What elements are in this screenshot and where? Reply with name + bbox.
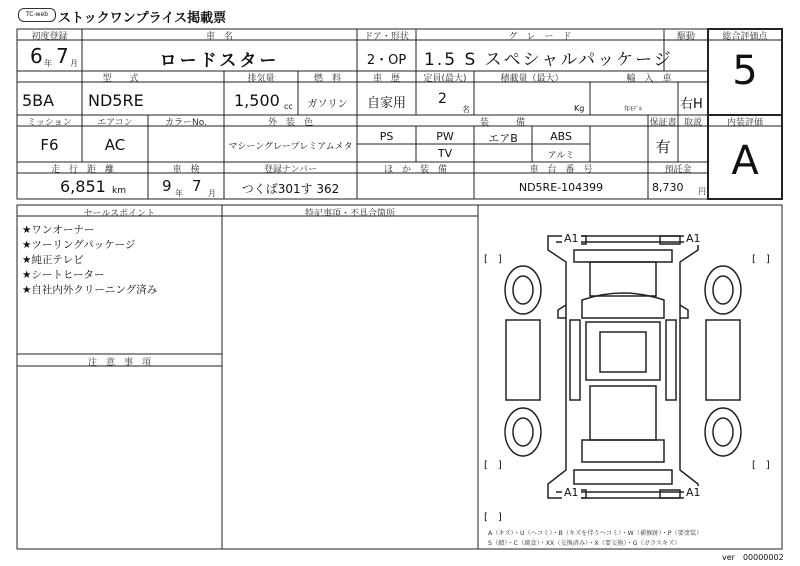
label-other-equip: ほ か 装 備 (383, 165, 447, 175)
label-interior-grade: 内装評価 (726, 118, 763, 128)
aircon: AC (104, 136, 126, 154)
label-exterior: 外 装 色 (267, 118, 313, 128)
unit-model-year: 年ﾓﾃﾞﾙ (624, 106, 643, 113)
sales-point-item: ★シートヒーター (22, 269, 105, 281)
equip-airbag: エアB (488, 132, 518, 145)
form-title: ストックワンプライス掲載票 (58, 11, 227, 26)
interior-grade: A (731, 138, 759, 184)
label-plate: 登録ナンバー (264, 165, 317, 175)
plate: つくば301す 362 (241, 182, 340, 196)
label-equipment: 装 備 (479, 118, 525, 128)
sales-point-item: ★自社内外クリーニング済み (22, 284, 158, 296)
label-caution: 注 意 事 項 (87, 358, 151, 368)
first-reg-year: 6 (30, 44, 43, 68)
unit-year: 年 (44, 59, 52, 68)
deposit: 8,730 (652, 181, 684, 194)
legend-line-1: A（キズ）・U（ヘコミ）・B（キズを伴うヘコミ）・W（補修跡）・P（要塗装） (488, 530, 703, 537)
label-mileage: 走 行 距 離 (50, 165, 114, 175)
label-displacement: 排気量 (247, 74, 275, 84)
unit-inspection-year: 年 (175, 189, 183, 198)
sales-point-item: ★純正テレビ (22, 254, 84, 266)
label-notes: 特記事項・不具合箇所 (304, 209, 395, 219)
steering: 右H (680, 97, 703, 112)
label-car-name: 車 名 (205, 32, 233, 42)
unit-yen: 円 (698, 187, 706, 196)
label-color-no: カラーNo. (165, 118, 207, 128)
damage-mark-rear-right: A1 (686, 486, 701, 499)
history: 自家用 (366, 96, 406, 111)
damage-mark-front-right: A1 (686, 232, 701, 245)
label-model: 型 式 (102, 74, 139, 84)
exterior-color: マシーングレープレミアムメタ (228, 142, 353, 152)
mileage: 6,851 (60, 177, 106, 196)
sales-point-item: ★ワンオーナー (22, 224, 95, 236)
damage-mark-rear-left: A1 (564, 486, 579, 499)
overall-grade: 5 (732, 48, 758, 94)
model-prefix: 5BA (22, 91, 55, 110)
bracket: [ ] (484, 460, 502, 471)
capacity: 2 (438, 91, 447, 107)
bracket: [ ] (484, 254, 502, 265)
mission: F6 (40, 136, 59, 154)
label-chassis: 車 台 番 号 (529, 165, 593, 175)
unit-kg: Kg (574, 104, 585, 113)
label-load: 積載量（最大） (500, 74, 564, 84)
unit-persons: 名 (462, 105, 470, 114)
label-aircon: エアコン (97, 118, 133, 128)
bracket: [ ] (752, 254, 770, 265)
label-mission: ミッション (27, 118, 72, 128)
model: ND5RE (88, 91, 144, 110)
label-drive: 駆動 (676, 32, 695, 42)
label-overall-grade: 総合評価点 (722, 32, 768, 42)
label-first-reg: 初度登録 (31, 32, 68, 42)
door-shape: 2・OP (366, 53, 407, 68)
label-inspection: 車 検 (172, 165, 200, 175)
damage-mark-front-left: A1 (564, 232, 579, 245)
fuel: ガソリン (307, 99, 348, 110)
displacement: 1,500 (234, 91, 280, 110)
unit-km: km (112, 186, 126, 196)
label-history: 車 歴 (372, 74, 400, 84)
inspection-month: 7 (192, 177, 202, 195)
label-deposit: 預託金 (664, 165, 692, 175)
label-manual: 取説 (683, 118, 702, 128)
chassis: ND5RE-104399 (518, 181, 604, 194)
label-fuel: 燃 料 (313, 74, 341, 84)
sales-point-item: ★ツーリングパッケージ (22, 239, 136, 251)
equip-alumi: アルミ (547, 151, 575, 161)
label-sales-point: セールスポイント (83, 209, 156, 219)
unit-month: 月 (70, 59, 78, 68)
bracket: [ ] (752, 460, 770, 471)
car-name: ロードスター (159, 51, 280, 71)
label-grade: グ レ ー ド (508, 32, 572, 42)
label-warranty: 保証書 (649, 118, 677, 128)
bracket: [ ] (484, 512, 502, 523)
unit-inspection-month: 月 (208, 189, 216, 198)
warranty: 有 (655, 138, 671, 156)
unit-cc: cc (284, 102, 293, 111)
label-capacity: 定員(最大) (423, 74, 467, 84)
logo: TC-web (18, 8, 56, 22)
label-import: 輸 入 車 (626, 74, 672, 84)
equip-abs: ABS (550, 130, 572, 143)
legend-line-2: S（錆）・C（腐食）・XX（交換済み）・X（要交換）・G（ガラスキズ） (488, 540, 681, 547)
first-reg-month: 7 (56, 44, 69, 68)
label-door-shape: ドア・形状 (364, 32, 409, 42)
inspection-year: 9 (162, 177, 172, 195)
equip-ps: PS (379, 130, 394, 143)
version: ver 00000002 (722, 553, 784, 562)
car-diagram (505, 236, 741, 498)
equip-tv: TV (437, 147, 453, 160)
grade: 1.5 S スペシャルパッケージ (424, 50, 673, 70)
equip-pw: PW (436, 130, 454, 143)
